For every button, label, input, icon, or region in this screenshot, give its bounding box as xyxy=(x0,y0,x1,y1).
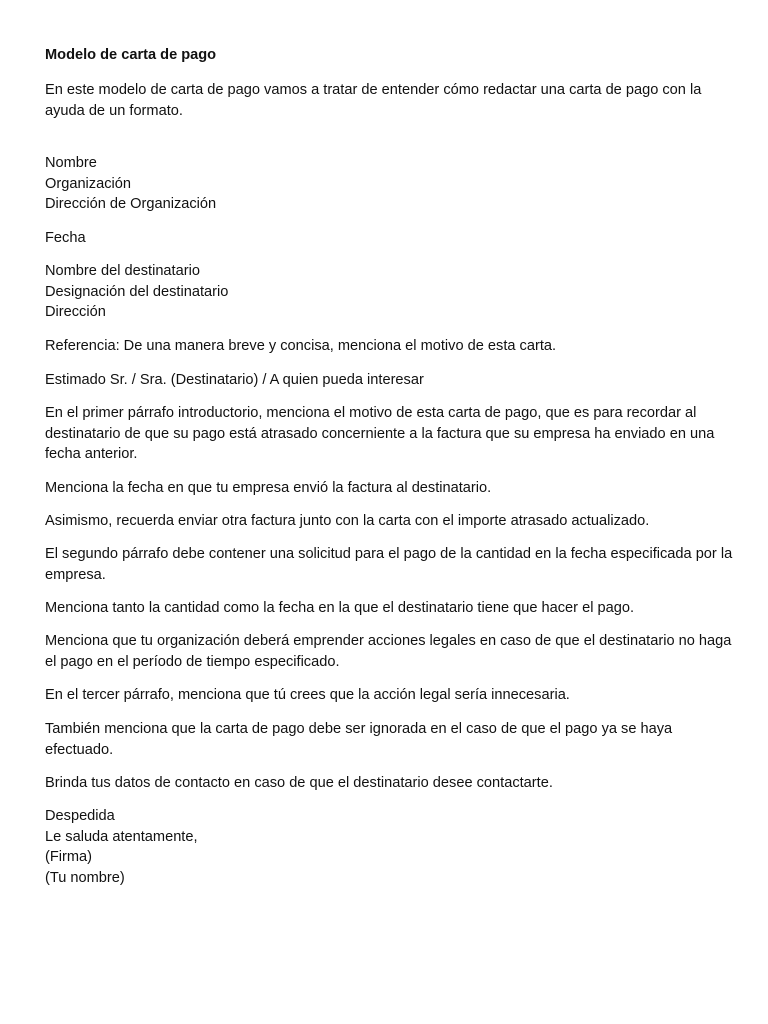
closing-block xyxy=(45,806,198,888)
paragraph-4: El segundo párrafo debe contener una solicitud para el pago de la cantidad en la fecha especificada por la empresa. xyxy=(45,546,733,583)
paragraph-6: Menciona que tu organización deberá emprender acciones legales en caso de que el destinatario no haga el pago en el período de tiempo especificado. xyxy=(45,633,732,670)
recipient-block xyxy=(45,261,228,323)
paragraph-7: En el tercer párrafo, menciona que tú crees que la acción legal sería innecesaria. xyxy=(45,687,570,703)
sender-address: Dirección de Organización xyxy=(45,196,217,212)
closing-farewell: Despedida xyxy=(45,808,115,824)
paragraph-9: Brinda tus datos de contacto en caso de que el destinatario desee contactarte. xyxy=(45,775,553,791)
recipient-designation: Designación del destinatario xyxy=(45,283,229,300)
recipient-name: Nombre del destinatario xyxy=(45,263,200,279)
paragraph-1: En el primer párrafo introductorio, menciona el motivo de esta carta de pago, que es para recordar al destinatario de que su pago está atrasado concerniente a la factura que su empresa ha enviado en una fecha anterior. xyxy=(45,405,715,462)
paragraph-2: Menciona la fecha en que tu empresa envió la factura al destinatario. xyxy=(45,480,492,496)
sender-organization: Organización xyxy=(45,175,131,192)
closing-signature: (Firma) xyxy=(45,849,93,865)
paragraph-8: También menciona que la carta de pago debe ser ignorada en el caso de que el pago ya se haya efectuado. xyxy=(45,721,673,758)
sender-block xyxy=(45,153,216,215)
document-title: Modelo de carta de pago xyxy=(45,47,217,63)
salutation-line: Estimado Sr. / Sra. (Destinatario) / A quien pueda interesar xyxy=(45,372,424,388)
closing-regards: Le saluda atentamente, xyxy=(45,828,198,845)
paragraph-3: Asimismo, recuerda enviar otra factura junto con la carta con el importe atrasado actualizado. xyxy=(45,513,650,529)
letter-date: Fecha xyxy=(45,230,86,246)
paragraph-5: Menciona tanto la cantidad como la fecha en la que el destinatario tiene que hacer el pago. xyxy=(45,600,635,616)
recipient-address: Dirección xyxy=(45,304,106,320)
closing-your-name: (Tu nombre) xyxy=(45,869,125,886)
reference-line: Referencia: De una manera breve y concisa, menciona el motivo de esta carta. xyxy=(45,338,557,354)
intro-paragraph: En este modelo de carta de pago vamos a tratar de entender cómo redactar una carta de pago con la ayuda de un formato. xyxy=(45,82,702,119)
sender-name: Nombre xyxy=(45,155,97,171)
